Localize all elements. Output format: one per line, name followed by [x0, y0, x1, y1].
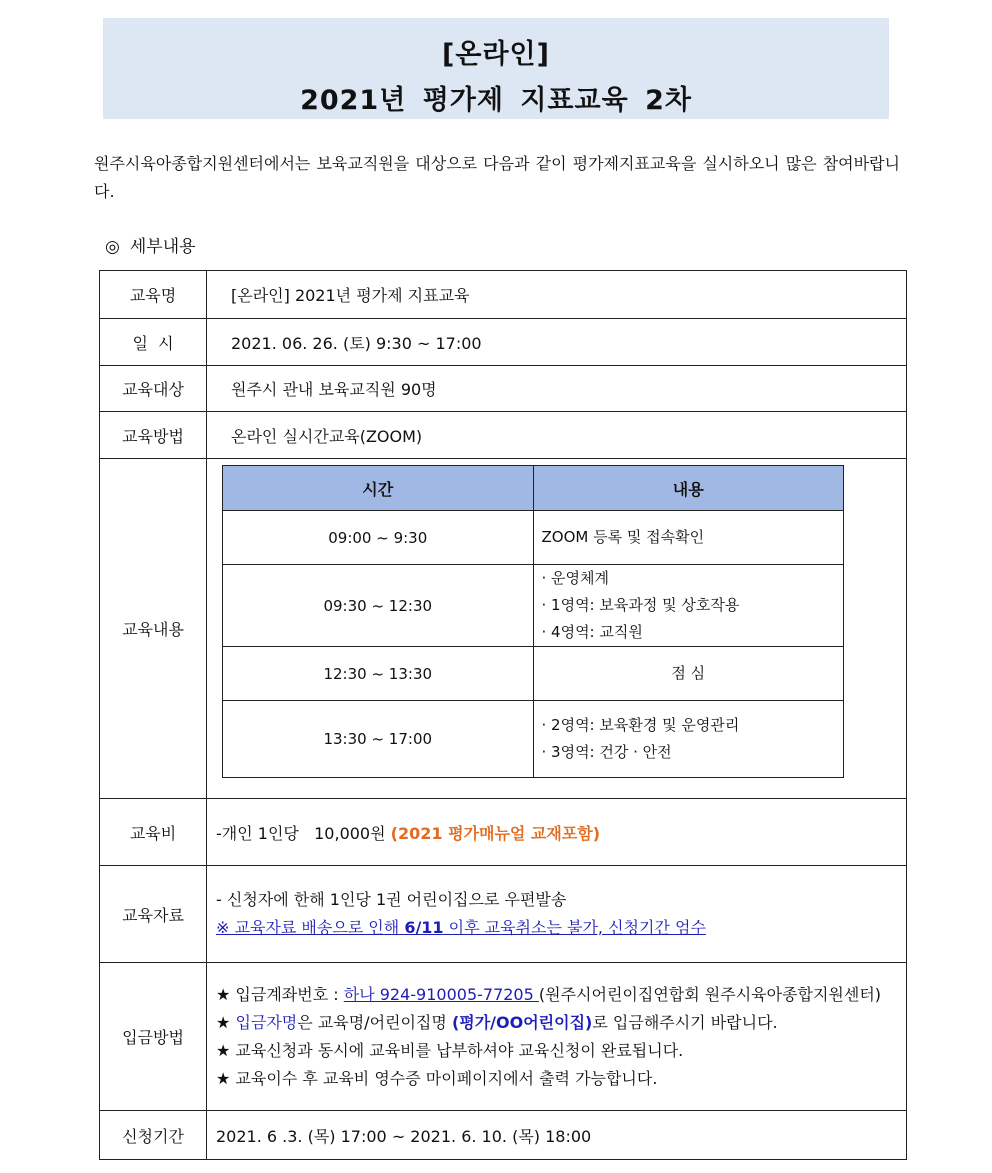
row-label: 교육비: [100, 799, 207, 866]
payment-line3: ★ 교육신청과 동시에 교육비를 납부하셔야 교육신청이 완료됩니다.: [216, 1040, 684, 1060]
row-label: 교육명: [100, 271, 207, 319]
star-icon: ★: [216, 1012, 236, 1032]
schedule-item: · 4영역: 교직원: [541, 623, 643, 641]
schedule-content: [533, 511, 844, 565]
schedule-time: 12:30 ~ 13:30: [223, 647, 534, 701]
materials-notice-text: ※ 교육자료 배송으로 인해: [216, 918, 405, 937]
schedule-item: · 운영체계: [541, 569, 609, 587]
schedule-row: [223, 701, 844, 778]
schedule-item: · 1영역: 보육과정 및 상호작용: [541, 596, 740, 614]
table-row: [100, 412, 907, 459]
depositor-name-format: (평가/OO어린이집): [451, 1012, 593, 1032]
schedule-content: [533, 565, 844, 647]
section-title: 세부내용: [129, 237, 196, 257]
row-label: 교육자료: [100, 866, 207, 963]
materials-value: [207, 866, 907, 963]
payment-text: (원주시어린이집연합회 원주시육아종합지원센터): [538, 984, 882, 1004]
schedule-row: [223, 511, 844, 565]
double-circle-icon: ◎: [105, 237, 120, 257]
payment-text: ★ 입금계좌번호 :: [216, 984, 344, 1004]
table-row: [100, 963, 907, 1111]
schedule-item: · 2영역: 보육환경 및 운영관리: [541, 716, 740, 734]
section-heading: [105, 232, 196, 257]
fee-value: [207, 799, 907, 866]
course-name-value: [온라인] 2021년 평가제 지표교육: [207, 271, 907, 319]
row-label: 신청기간: [100, 1111, 207, 1160]
schedule-row: [223, 565, 844, 647]
schedule-cell: [207, 459, 907, 799]
payment-text: 은 교육명/어린이집명: [297, 1012, 452, 1032]
page-title-line1: [온라인]: [442, 39, 550, 70]
schedule-header-content: 내용: [533, 466, 844, 511]
materials-notice-date: 6/11: [404, 918, 444, 937]
row-label: 교육내용: [100, 459, 207, 799]
schedule-item: ZOOM 등록 및 접속확인: [541, 528, 705, 546]
table-row: [100, 319, 907, 366]
fee-amount: -개인 1인당 10,000원: [216, 823, 391, 843]
row-label: 교육대상: [100, 366, 207, 412]
row-label: 일 시: [100, 319, 207, 366]
materials-line1: - 신청자에 한해 1인당 1권 어린이집으로 우편발송: [216, 890, 567, 909]
fee-note: (2021 평가매뉴얼 교재포함): [390, 823, 601, 843]
schedule-item: 점 심: [671, 664, 706, 682]
payment-line1: [216, 981, 898, 1009]
period-value: 2021. 6 .3. (목) 17:00 ~ 2021. 6. 10. (목) 18:00: [207, 1111, 907, 1160]
row-label: 교육방법: [100, 412, 207, 459]
depositor-name-label: 입금자명: [235, 1012, 298, 1032]
schedule-time: 09:30 ~ 12:30: [223, 565, 534, 647]
bank-account-number: 하나 924-910005-77205: [343, 984, 539, 1004]
schedule-row: [223, 647, 844, 701]
table-row: [100, 366, 907, 412]
payment-line4: ★ 교육이수 후 교육비 영수증 마이페이지에서 출력 가능합니다.: [216, 1068, 658, 1088]
table-row: [100, 799, 907, 866]
schedule-content: [533, 701, 844, 778]
table-row: [100, 1111, 907, 1160]
payment-value: [207, 963, 907, 1111]
table-row: [100, 866, 907, 963]
materials-notice-text: 이후 교육취소는 불가, 신청기간 엄수: [443, 918, 706, 937]
title-box: [103, 18, 889, 119]
payment-line2: [216, 1009, 898, 1037]
target-value: 원주시 관내 보육교직원 90명: [207, 366, 907, 412]
table-row: [100, 459, 907, 799]
schedule-time: 13:30 ~ 17:00: [223, 701, 534, 778]
page-title-line2: 2021년 평가제 지표교육 2차: [300, 85, 692, 116]
schedule-time: 09:00 ~ 9:30: [223, 511, 534, 565]
materials-notice: [216, 914, 906, 942]
schedule-item: · 3영역: 건강 · 안전: [541, 743, 672, 761]
intro-paragraph: 원주시육아종합지원센터에서는 보육교직원을 대상으로 다음과 같이 평가제지표교육을 실시하오니 많은 참여바랍니다.: [94, 154, 900, 201]
schedule-table: [222, 465, 844, 778]
table-row: [100, 271, 907, 319]
payment-text: 로 입금해주시기 바랍니다.: [592, 1012, 778, 1032]
method-value: 온라인 실시간교육(ZOOM): [207, 412, 907, 459]
schedule-header-time: 시간: [223, 466, 534, 511]
schedule-content: [533, 647, 844, 701]
row-label: 입금방법: [100, 963, 207, 1111]
date-value: 2021. 06. 26. (토) 9:30 ~ 17:00: [207, 319, 907, 366]
details-table: [99, 270, 907, 1160]
